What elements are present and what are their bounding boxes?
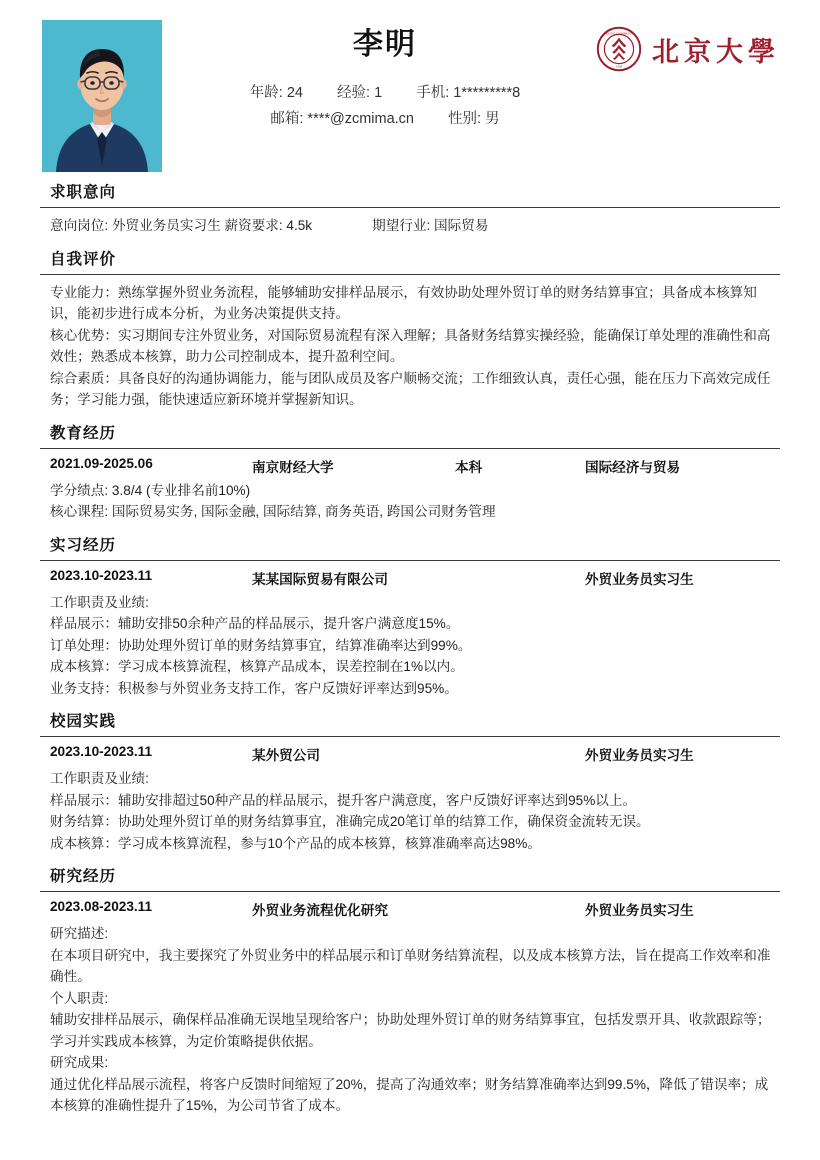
meta-gender: 性别: 男 xyxy=(448,111,500,128)
internship-detail: 成本核算：学习成本核算流程，核算产品成本，误差控制在1%以内。 xyxy=(50,659,464,674)
meta-experience: 经验: 1 xyxy=(337,84,383,101)
research-role: 外贸业务员实习生 xyxy=(585,903,694,918)
section-education xyxy=(40,417,780,523)
resume-header xyxy=(40,0,780,170)
research-topic: 外贸业务流程优化研究 xyxy=(252,903,388,918)
section-title: 校园实践 xyxy=(50,713,117,730)
campus-entry-row xyxy=(40,744,780,766)
education-entry-row xyxy=(40,456,780,478)
intent-position-label: 意向岗位: xyxy=(50,218,109,233)
meta-email: 邮箱: ****@zcmima.cn xyxy=(270,111,414,128)
section-divider xyxy=(40,891,780,892)
section-title: 求职意向 xyxy=(50,184,117,201)
internship-detail: 工作职责及业绩: xyxy=(50,594,149,610)
meta-phone: 手机: 1*********8 xyxy=(416,84,521,101)
research-entry-row xyxy=(40,899,780,921)
education-major: 国际经济与贸易 xyxy=(585,459,681,475)
internship-detail: 业务支持：积极参与外贸业务支持工作，客户反馈好评率达到95%。 xyxy=(50,680,458,696)
research-detail: 在本项目研究中，我主要探究了外贸业务中的样品展示和订单财务结算流程，以及成本核算方法，旨在提高工作效率和准确性。 xyxy=(50,947,771,984)
university-logo xyxy=(596,26,780,72)
research-detail: 研究描述: xyxy=(50,926,109,941)
meta-row-2 xyxy=(190,106,580,133)
university-name: 北京大學 xyxy=(652,36,780,68)
campus-company: 某外贸公司 xyxy=(252,748,320,763)
campus-date: 2023.10-2023.11 xyxy=(50,744,153,759)
internship-entry-row xyxy=(40,568,780,590)
section-self-evaluation xyxy=(40,243,780,411)
campus-detail: 工作职责及业绩: xyxy=(50,771,149,786)
self-eval-paragraph: 综合素质：具备良好的沟通协调能力，能与团队成员及客户顺畅交流；工作细致认真，责任心强，能在压力下高效完成任务；学习能力强，能快速适应新环境并掌握新知识。 xyxy=(50,370,771,407)
job-intention-row xyxy=(40,215,780,237)
intent-industry xyxy=(372,215,488,237)
intent-position-value: 外贸业务员实习生 xyxy=(111,218,221,233)
internship-detail: 订单处理：协助处理外贸订单的财务结算事宜，结算准确率达到99%。 xyxy=(50,637,472,653)
portrait-photo xyxy=(42,20,162,172)
page-title: 李明 xyxy=(353,28,417,61)
intent-industry-label: 期望行业: xyxy=(372,218,431,233)
section-title: 自我评价 xyxy=(50,250,117,268)
section-divider xyxy=(40,274,780,275)
self-eval-paragraph: 专业能力：熟练掌握外贸业务流程，能够辅助安排样品展示，有效协助处理外贸订单的财务结算事宜；具备成本核算知识，能初步进行成本分析，为业务决策提供支持。 xyxy=(50,284,757,321)
meta-row-1 xyxy=(190,80,580,107)
section-divider xyxy=(40,448,780,449)
intent-position-and-salary xyxy=(50,215,312,237)
section-title: 实习经历 xyxy=(50,536,117,554)
research-detail: 个人职责: xyxy=(50,990,109,1006)
intent-salary-value: 4.5k xyxy=(286,218,313,233)
avatar xyxy=(42,20,162,172)
internship-role: 外贸业务员实习生 xyxy=(585,571,694,587)
self-eval-paragraph: 核心优势：实习期间专注外贸业务，对国际贸易流程有深入理解；具备财务结算实操经验，能确保订单处理的准确性和高效性；熟悉成本核算，助力公司控制成本，提升盈利空间。 xyxy=(50,327,771,364)
section-title: 教育经历 xyxy=(50,424,117,442)
internship-company: 某某国际贸易有限公司 xyxy=(252,571,388,587)
section-research xyxy=(40,860,780,1117)
research-detail: 通过优化样品展示流程，将客户反馈时间缩短了20%，提高了沟通效率；财务结算准确率达到99.5%，降低了错误率；成本核算的准确性提升了15%，为公司节省了成本。 xyxy=(50,1076,769,1113)
internship-date: 2023.10-2023.11 xyxy=(50,567,153,583)
svg-text:1898: 1898 xyxy=(615,65,623,69)
section-divider xyxy=(40,736,780,737)
section-job-intention xyxy=(40,176,780,237)
section-divider xyxy=(40,560,780,561)
intent-salary-label: 薪资要求: xyxy=(224,218,283,233)
education-detail: 学分绩点: 3.8/4 (专业排名前10%) xyxy=(50,482,251,498)
campus-detail: 成本核算：学习成本核算流程，参与10个产品的成本核算，核算准确率高达98%。 xyxy=(50,835,541,851)
campus-detail: 样品展示：辅助安排超过50种产品的样品展示，提升客户满意度，客户反馈好评率达到95%以上。 xyxy=(50,792,637,808)
research-detail: 研究成果: xyxy=(50,1055,109,1070)
research-detail: 辅助安排样品展示，确保样品准确无误地呈现给客户；协助处理外贸订单的财务结算事宜，包括发票开具、收款跟踪等；学习并实践成本核算，为定价策略提供依据。 xyxy=(50,1012,771,1049)
intent-industry-value: 国际贸易 xyxy=(434,218,489,233)
section-internship xyxy=(40,529,780,700)
section-campus-practice xyxy=(40,705,780,854)
campus-detail: 财务结算：协助处理外贸订单的财务结算事宜，准确完成20笔订单的结算工作，确保资金流转无误。 xyxy=(50,814,650,829)
meta-age: 年龄: 24 xyxy=(249,84,303,101)
research-date: 2023.08-2023.11 xyxy=(50,899,153,914)
identity-block xyxy=(190,20,580,133)
education-detail: 核心课程: 国际贸易实务, 国际金融, 国际结算, 商务英语, 跨国公司财务管理 xyxy=(50,504,496,519)
peking-university-seal-icon xyxy=(596,26,642,72)
internship-detail: 样品展示：辅助安排50余种产品的样品展示，提升客户满意度15%。 xyxy=(50,616,460,631)
svg-text:PEKING UNIVERSITY: PEKING UNIVERSITY xyxy=(604,32,634,36)
education-school: 南京财经大学 xyxy=(252,459,334,475)
education-date: 2021.09-2025.06 xyxy=(50,455,153,471)
section-divider xyxy=(40,207,780,208)
education-degree: 本科 xyxy=(455,459,483,475)
section-title: 研究经历 xyxy=(50,868,117,885)
campus-role: 外贸业务员实习生 xyxy=(585,748,694,763)
